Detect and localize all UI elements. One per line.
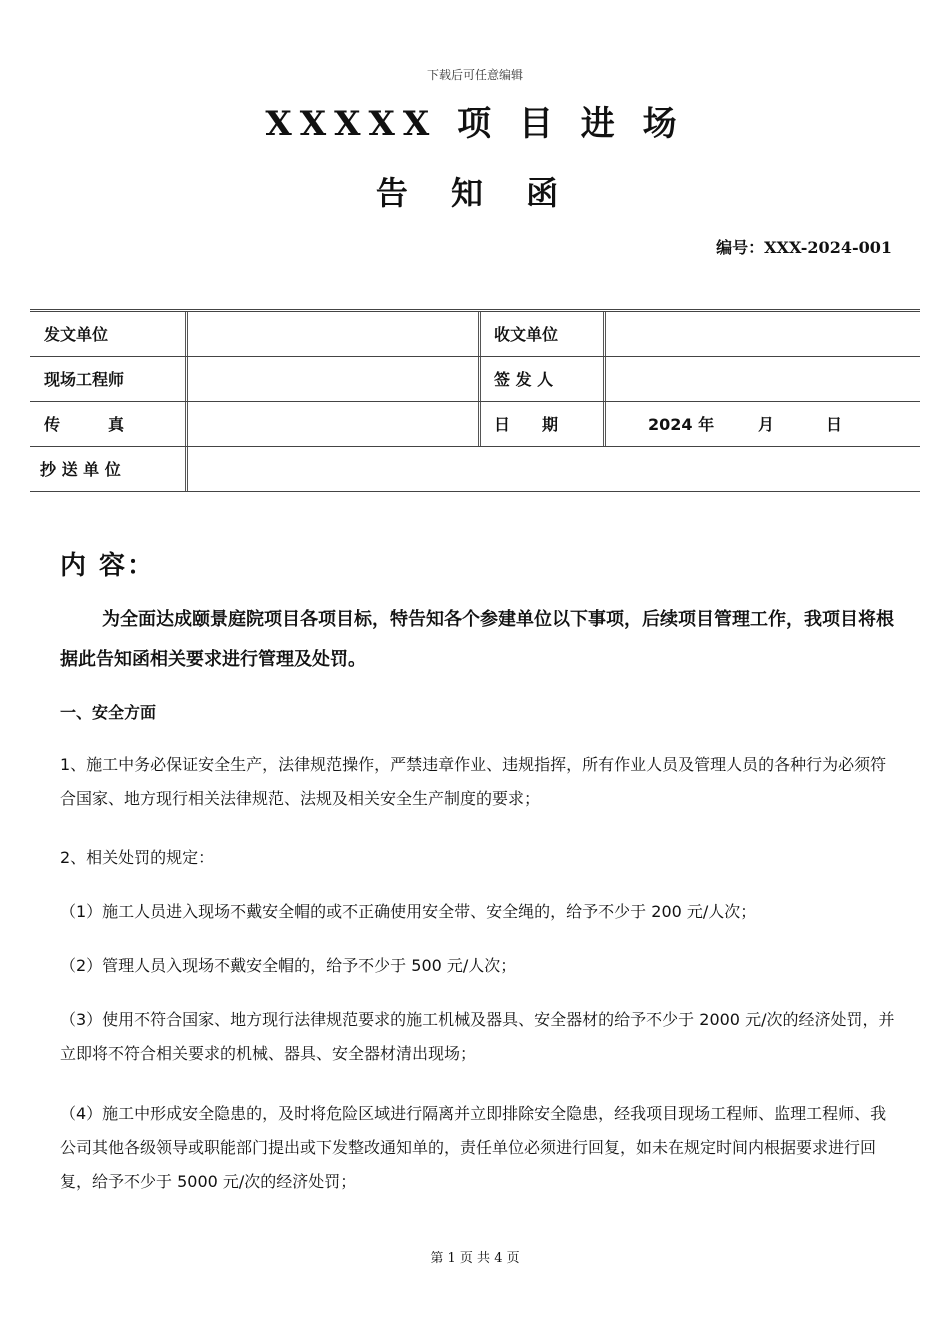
- info-row-cc: [30, 446, 920, 491]
- paragraph-3: （1）施工人员进入现场不戴安全帽的或不正确使用安全带、安全绳的，给予不少于 200 元/人次；: [60, 902, 757, 921]
- paragraph-1: 1、施工中务必保证安全生产，法律规范操作，严禁违章作业、违规指挥，所有作业人员及管理人员的各种行为必须符合国家、地方现行相关法律规范、法规及相关安全生产制度的要求；: [60, 755, 887, 808]
- column-divider: [478, 402, 481, 446]
- column-divider: [185, 312, 188, 356]
- cc-label: 抄 送 单 位: [40, 460, 121, 479]
- paragraph-6: （4）施工中形成安全隐患的，及时将危险区域进行隔离并立即排除安全隐患，经我项目现场工程师、监理工程师、我公司其他各级领导或职能部门提出或下发整改通知单的，责任单位必须进行回复，如未在规定时间内根据要求进行回复，给予不少于 5000 元/次的经济处罚；: [60, 1104, 887, 1191]
- intro-paragraph: 为全面达成颐景庭院项目各项目标，特告知各个参建单位以下事项，后续项目管理工作，我项目将根据此告知函相关要求进行管理及处罚。: [60, 609, 894, 670]
- column-divider: [603, 312, 606, 356]
- column-divider: [478, 312, 481, 356]
- paragraph-5: （3）使用不符合国家、地方现行法律规范要求的施工机械及器具、安全器材的给予不少于 2000 元/次的经济处罚，并立即将不符合相关要求的机械、器具、安全器材清出现场；: [60, 1010, 895, 1063]
- date-year[interactable]: 2024 年: [648, 415, 715, 434]
- engineer-label: 现场工程师: [44, 370, 125, 389]
- info-row-sender: [30, 312, 920, 356]
- date-month[interactable]: 月: [758, 415, 775, 434]
- paragraph-2: 2、相关处罚的规定：: [60, 848, 215, 867]
- sender-label: 发文单位: [44, 325, 109, 344]
- content-heading: 内 容：: [60, 551, 156, 581]
- page-footer: 第 1 页 共 4 页: [430, 1251, 520, 1266]
- document-number: 编号：XXX-2024-001: [716, 238, 892, 257]
- column-divider: [478, 357, 481, 401]
- top-note: 下载后可任意编辑: [426, 68, 523, 82]
- info-row-fax: [30, 401, 920, 446]
- date-label: 日 期: [494, 415, 559, 434]
- fax-label: 传 真: [44, 415, 125, 434]
- column-divider: [603, 402, 606, 446]
- info-table: [30, 309, 920, 492]
- receiver-label: 收文单位: [494, 325, 559, 344]
- signer-label: 签 发 人: [494, 370, 554, 389]
- document-title-line2: 告 知 函: [375, 174, 575, 212]
- section-title-safety: 一、安全方面: [60, 703, 157, 722]
- column-divider: [185, 447, 188, 491]
- info-row-engineer: [30, 356, 920, 401]
- document-title-line1: XXXXX 项 目 进 场: [265, 104, 685, 144]
- column-divider: [603, 357, 606, 401]
- column-divider: [185, 402, 188, 446]
- date-day[interactable]: 日: [826, 415, 843, 434]
- paragraph-4: （2）管理人员入现场不戴安全帽的，给予不少于 500 元/人次；: [60, 956, 517, 975]
- column-divider: [185, 357, 188, 401]
